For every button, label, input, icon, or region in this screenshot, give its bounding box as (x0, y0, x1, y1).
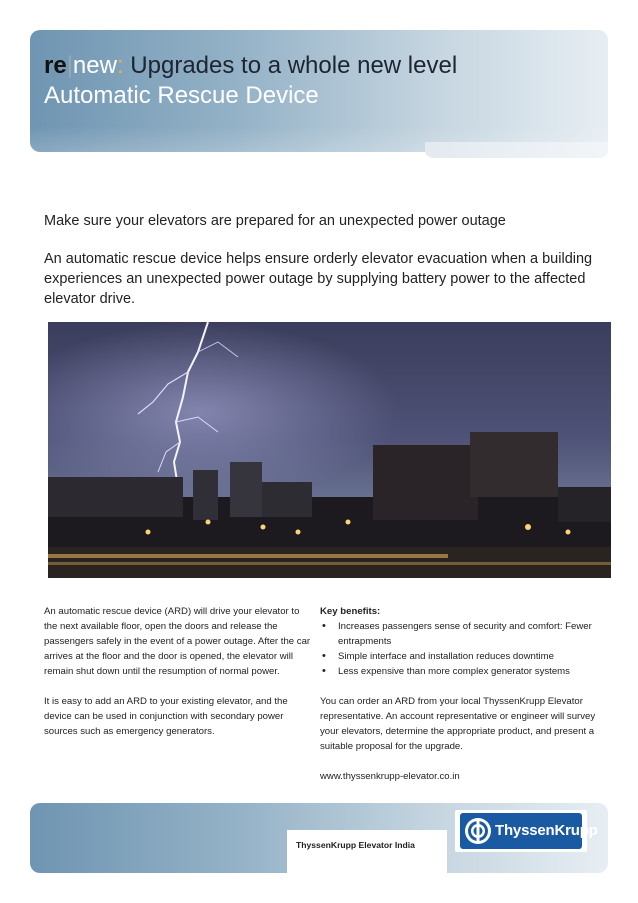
header-tab-decoration (425, 142, 608, 158)
left-column (44, 604, 312, 754)
right-column (320, 604, 610, 799)
website-link[interactable]: www.thyssenkrupp-elevator.co.in (320, 771, 460, 782)
footer-company-name: ThyssenKrupp Elevator India (296, 840, 415, 850)
photo-illustration (48, 322, 611, 578)
title-rest: Upgrades to a whole new level (130, 52, 458, 79)
lightning-city-photo (48, 322, 611, 578)
benefit-item: • Increases passengers sense of security and comfort: Fewer entrapments (320, 619, 610, 649)
intro-heading: Make sure your elevators are prepared for an unexpected power outage (44, 213, 506, 229)
benefits-list (320, 619, 610, 679)
brand-pipe: | (66, 52, 73, 79)
logo-text: ThyssenKrupp (495, 822, 598, 839)
page-title (44, 52, 457, 80)
brand-new: new (72, 52, 117, 79)
brand-colon: : (116, 52, 124, 79)
ard-install-paragraph: It is easy to add an ARD to your existing elevator, and the device can be used in conjunction with secondary power sources such as emergency generators. (44, 696, 288, 737)
brand-re: re (44, 52, 67, 79)
intro-paragraph: An automatic rescue device helps ensure orderly elevator evacuation when a building experiences an unexpected power outage by supplying battery power to the affected elevator drive. (44, 251, 593, 307)
benefit-item: • Less expensive than more complex generator systems (320, 664, 610, 679)
benefit-item: • Simple interface and installation reduces downtime (320, 649, 610, 664)
ard-description-paragraph: An automatic rescue device (ARD) will drive your elevator to the next available floor, open the doors and release the passengers safely in the event of a power outage. After the car arrives at the floor and the door is opened, the elevator will remain shut down until the resumption of normal power. (44, 606, 311, 677)
page-subtitle: Automatic Rescue Device (44, 82, 319, 109)
footer-label-box (287, 830, 447, 873)
thyssenkrupp-emblem-icon (464, 817, 492, 845)
key-benefits-title: Key benefits: (320, 606, 381, 617)
order-paragraph: You can order an ARD from your local ThyssenKrupp Elevator representative. An account representative or engineer will survey your elevators, determine the appropriate product, and present a suitable proposal for the upgrade. (320, 696, 596, 752)
